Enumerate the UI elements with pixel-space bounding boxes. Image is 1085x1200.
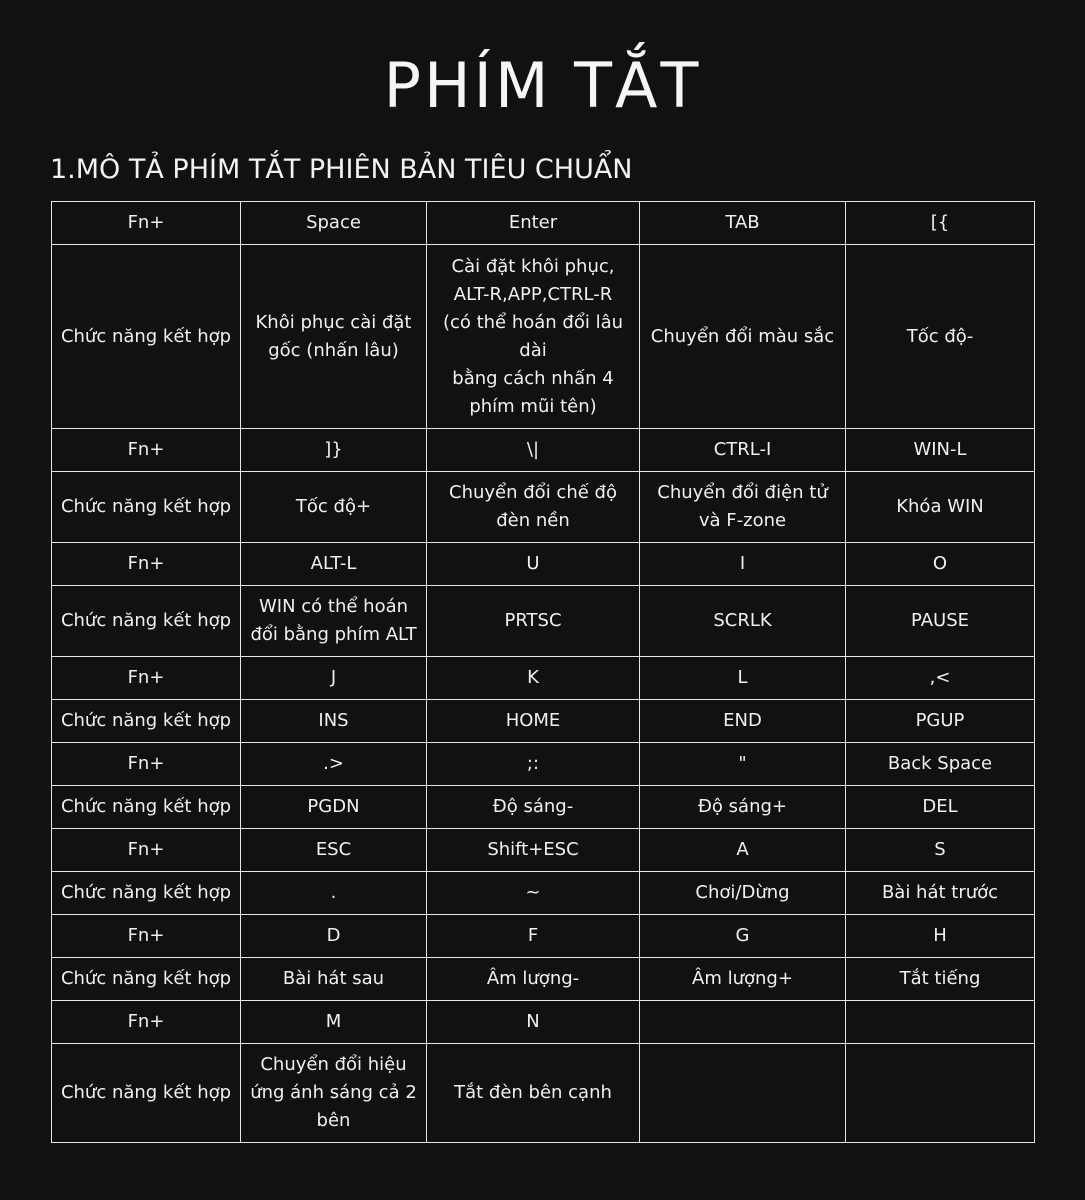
key-row (52, 429, 1035, 472)
table-cell: Chuyển đổi điện tử và F-zone (640, 472, 846, 543)
key-row (52, 202, 1035, 245)
table-cell: Enter (427, 202, 640, 245)
table-cell: ALT-L (241, 543, 427, 586)
table-cell: Space (241, 202, 427, 245)
section-heading: 1.MÔ TẢ PHÍM TẮT PHIÊN BẢN TIÊU CHUẨN (50, 154, 633, 185)
row-label-cell: Chức năng kết hợp (52, 586, 241, 657)
table-cell: A (640, 829, 846, 872)
table-cell: Khóa WIN (846, 472, 1035, 543)
table-cell: J (241, 657, 427, 700)
key-row (52, 1001, 1035, 1044)
table-cell: ]} (241, 429, 427, 472)
table-cell: Tốc độ+ (241, 472, 427, 543)
table-cell: Tắt đèn bên cạnh (427, 1044, 640, 1143)
table-cell: O (846, 543, 1035, 586)
row-label-cell: Fn+ (52, 543, 241, 586)
key-row (52, 915, 1035, 958)
table-cell: H (846, 915, 1035, 958)
table-cell: Độ sáng+ (640, 786, 846, 829)
table-cell: G (640, 915, 846, 958)
table-cell: Âm lượng+ (640, 958, 846, 1001)
table-cell: U (427, 543, 640, 586)
key-row (52, 743, 1035, 786)
table-cell: Bài hát trước (846, 872, 1035, 915)
table-cell: ,< (846, 657, 1035, 700)
page-title: PHÍM TẮT (383, 49, 702, 122)
row-label-cell: Chức năng kết hợp (52, 872, 241, 915)
table-cell: PGDN (241, 786, 427, 829)
key-row (52, 657, 1035, 700)
row-label-cell: Chức năng kết hợp (52, 245, 241, 429)
table-cell: HOME (427, 700, 640, 743)
table-cell: CTRL-I (640, 429, 846, 472)
table-cell: WIN-L (846, 429, 1035, 472)
table-cell: \| (427, 429, 640, 472)
table-cell: PGUP (846, 700, 1035, 743)
function-row (52, 472, 1035, 543)
row-label-cell: Fn+ (52, 829, 241, 872)
table-cell: PAUSE (846, 586, 1035, 657)
table-cell: Âm lượng- (427, 958, 640, 1001)
table-cell: DEL (846, 786, 1035, 829)
table-cell (846, 1044, 1035, 1143)
shortcut-table-body (52, 202, 1035, 1143)
table-cell: Chơi/Dừng (640, 872, 846, 915)
row-label-cell: Chức năng kết hợp (52, 1044, 241, 1143)
table-cell: N (427, 1001, 640, 1044)
table-cell: ~ (427, 872, 640, 915)
function-row (52, 700, 1035, 743)
table-cell: ;: (427, 743, 640, 786)
row-label-cell: Fn+ (52, 657, 241, 700)
table-cell (640, 1044, 846, 1143)
function-row (52, 786, 1035, 829)
row-label-cell: Fn+ (52, 202, 241, 245)
table-cell: Shift+ESC (427, 829, 640, 872)
table-cell: Back Space (846, 743, 1035, 786)
table-cell: Chuyển đổi chế độ đèn nền (427, 472, 640, 543)
table-cell: D (241, 915, 427, 958)
table-cell: F (427, 915, 640, 958)
table-cell: K (427, 657, 640, 700)
table-cell: .> (241, 743, 427, 786)
row-label-cell: Fn+ (52, 915, 241, 958)
row-label-cell: Fn+ (52, 429, 241, 472)
function-row (52, 872, 1035, 915)
function-row (52, 958, 1035, 1001)
table-cell: Cài đặt khôi phục, ALT-R,APP,CTRL-R (có thể hoán đổi lâu dài bằng cách nhấn 4 phím mũi tên) (427, 245, 640, 429)
table-cell: S (846, 829, 1035, 872)
row-label-cell: Fn+ (52, 743, 241, 786)
table-cell: Chuyển đổi màu sắc (640, 245, 846, 429)
table-cell: SCRLK (640, 586, 846, 657)
row-label-cell: Chức năng kết hợp (52, 700, 241, 743)
table-cell: END (640, 700, 846, 743)
table-cell: " (640, 743, 846, 786)
table-cell: Độ sáng- (427, 786, 640, 829)
table-cell: INS (241, 700, 427, 743)
table-cell: I (640, 543, 846, 586)
function-row (52, 245, 1035, 429)
key-row (52, 829, 1035, 872)
function-row (52, 586, 1035, 657)
row-label-cell: Chức năng kết hợp (52, 786, 241, 829)
table-cell: Khôi phục cài đặt gốc (nhấn lâu) (241, 245, 427, 429)
table-cell: [{ (846, 202, 1035, 245)
row-label-cell: Fn+ (52, 1001, 241, 1044)
table-cell: M (241, 1001, 427, 1044)
table-cell: TAB (640, 202, 846, 245)
table-cell (846, 1001, 1035, 1044)
table-cell: ESC (241, 829, 427, 872)
row-label-cell: Chức năng kết hợp (52, 472, 241, 543)
table-cell: PRTSC (427, 586, 640, 657)
shortcut-table (51, 201, 1035, 1143)
row-label-cell: Chức năng kết hợp (52, 958, 241, 1001)
table-cell: Bài hát sau (241, 958, 427, 1001)
table-cell: . (241, 872, 427, 915)
table-cell: Tốc độ- (846, 245, 1035, 429)
table-cell: Chuyển đổi hiệu ứng ánh sáng cả 2 bên (241, 1044, 427, 1143)
function-row (52, 1044, 1035, 1143)
table-cell (640, 1001, 846, 1044)
table-cell: Tắt tiếng (846, 958, 1035, 1001)
key-row (52, 543, 1035, 586)
table-cell: L (640, 657, 846, 700)
table-cell: WIN có thể hoán đổi bằng phím ALT (241, 586, 427, 657)
